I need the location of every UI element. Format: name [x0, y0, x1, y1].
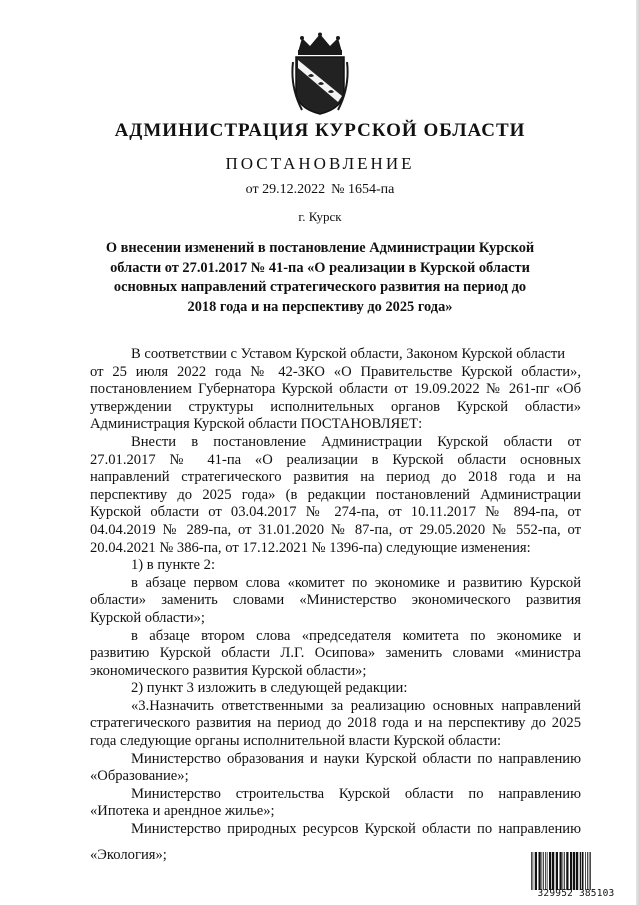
body-line: области» заменить словами «Министерство экономического развития: [90, 592, 581, 609]
body-line: Курской области от 03.04.2017 № 274-па, от 10.11.2017 № 894-па, от: [90, 504, 581, 521]
body-line: от 25 июля 2022 года № 42-ЗКО «О Правительстве Курской области»,: [90, 363, 581, 380]
body-line: утверждении структуры исполнительных органов Курской области»: [90, 398, 581, 415]
body-line: 20.04.2021 № 386-па, от 17.12.2021 № 1396-па) следующие изменения:: [90, 539, 531, 556]
barcode-number: 329952 385103: [537, 888, 615, 899]
title-line: основных направлений стратегического развития на период до: [113, 279, 527, 295]
body-line: в абзаце первом слова «комитет по экономике и развитию Курской: [131, 574, 581, 591]
title-line: О внесении изменений в постановление Администрации Курской: [105, 240, 535, 256]
barcode-bar: [552, 852, 554, 890]
body-line: 1) в пункте 2:: [131, 557, 216, 574]
body-line: 2) пункт 3 изложить в следующей редакции:: [131, 680, 408, 697]
barcode-bar: [585, 852, 586, 890]
body-line: направлений стратегического развития на период до 2018 года и на: [90, 469, 581, 486]
barcode-bar: [587, 852, 588, 890]
barcode-bar: [589, 852, 590, 890]
body-line: 27.01.2017 № 41-па «О реализации в Курской области основных: [90, 451, 581, 468]
barcode-bar: [531, 852, 532, 890]
body-line: Министерство природных ресурсов Курской области по направлению: [131, 821, 581, 838]
body-line: «Образование»;: [90, 768, 189, 785]
document-date: от 29.12.2022: [245, 182, 326, 197]
body-line: «Ипотека и арендное жилье»;: [90, 803, 275, 820]
body-line: Внести в постановление Администрации Курской области от: [131, 433, 581, 450]
document-type: ПОСТАНОВЛЕНИЕ: [225, 154, 415, 173]
body-line: стратегического развития на период до 2018 года и на перспективу до 2025: [90, 715, 581, 732]
body-line: постановлением Губернатора Курской области от 19.09.2022 № 261-пг «Об: [90, 381, 581, 398]
body-line: «Экология»;: [90, 846, 167, 863]
body-line: года следующие органы исполнительной власти Курской области:: [90, 733, 502, 750]
document-city: г. Курск: [298, 209, 342, 224]
barcode-bar: [563, 852, 564, 890]
barcode-bar: [547, 852, 548, 890]
barcode-bar: [543, 852, 544, 890]
barcode-bar: [549, 852, 551, 890]
body-line: в абзаце втором слова «председателя комитета по экономике и: [131, 627, 581, 644]
body-line: развитию Курской области Л.Г. Осипова» заменить словами «министра: [90, 645, 581, 662]
document-date-line: [0, 182, 640, 198]
document-title: [100, 239, 540, 317]
kursk-coat-of-arms-icon: [290, 32, 350, 116]
document-barcode: [530, 852, 622, 900]
barcode-bars: [530, 852, 622, 890]
barcode-bar: [580, 852, 582, 890]
title-line: области от 27.01.2017 № 41-па «О реализации в Курской области: [110, 259, 530, 276]
barcode-bar: [564, 852, 565, 890]
barcode-bar: [590, 852, 591, 890]
organization-name: АДМИНИСТРАЦИЯ КУРСКОЙ ОБЛАСТИ: [114, 120, 526, 141]
body-line: Министерство строительства Курской области по направлению: [131, 785, 581, 802]
barcode-bar: [582, 852, 584, 890]
body-line: «3.Назначить ответственными за реализацию основных направлений: [131, 697, 581, 714]
barcode-bar: [535, 852, 537, 890]
barcode-bar: [539, 852, 541, 890]
barcode-bar: [573, 852, 575, 890]
barcode-bar: [570, 852, 572, 890]
barcode-bar: [542, 852, 543, 890]
barcode-bar: [560, 852, 562, 890]
barcode-bar: [566, 852, 568, 890]
body-line: 04.04.2019 № 289-па, от 31.01.2020 № 87-па, от 29.05.2020 № 552-па, от: [90, 521, 581, 538]
barcode-bar: [576, 852, 578, 890]
title-line: 2018 года и на перспективу до 2025 года»: [187, 298, 453, 315]
body-line: Курской области»;: [90, 609, 205, 626]
body-line: Министерство образования и науки Курской области по направлению: [131, 750, 581, 767]
barcode-bar: [533, 852, 534, 890]
body-line: перспективу до 2025 года» (в редакции постановлений Администрации: [90, 486, 581, 503]
document-body: [90, 346, 581, 864]
body-line: Администрация Курской области ПОСТАНОВЛЯЕТ:: [90, 416, 423, 433]
body-line: В соответствии с Уставом Курской области, Законом Курской области: [131, 346, 566, 362]
barcode-bar: [556, 852, 558, 890]
barcode-bar: [545, 852, 546, 890]
document-number: № 1654-па: [331, 182, 395, 197]
body-line: экономического развития Курской области»;: [90, 662, 367, 679]
